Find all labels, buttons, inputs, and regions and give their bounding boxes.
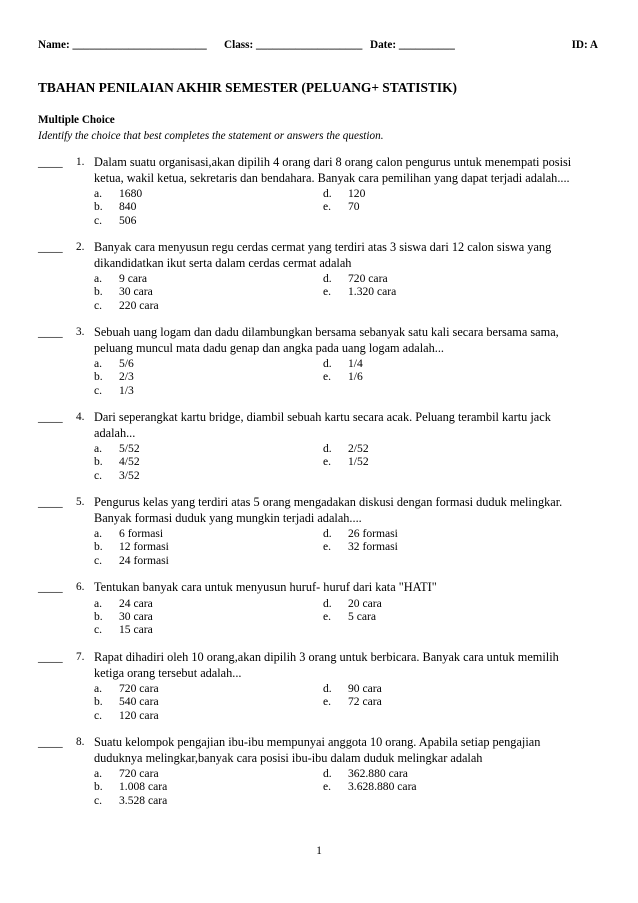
question-text-line: peluang muncul mata dadu genap dan angka pada uang logam adalah... bbox=[94, 340, 444, 355]
question-text-line: Dalam suatu organisasi,akan dipilih 4 orang dari 8 orang calon pengurus untuk menempati posisi bbox=[94, 155, 572, 169]
option-letter: a. bbox=[94, 527, 103, 541]
option-letter: c. bbox=[94, 383, 103, 397]
option-letter: d. bbox=[323, 596, 332, 610]
option-text: 840 bbox=[119, 200, 137, 214]
question-text-line: dikandidatkan ikut serta dalam cerdas cermat adalah bbox=[94, 255, 352, 270]
question-number: 4. bbox=[76, 411, 85, 423]
option-text: 362.880 cara bbox=[348, 767, 408, 781]
question-number: 8. bbox=[76, 736, 85, 748]
question-number: 7. bbox=[76, 651, 85, 663]
option-text: 120 bbox=[348, 187, 366, 201]
option-letter: e. bbox=[323, 285, 332, 299]
option-text: 3/52 bbox=[119, 468, 140, 482]
question-text-line: duduknya melingkar,banyak cara posisi ibu-ibu dalam duduk melingkar adalah bbox=[94, 750, 483, 765]
question-text-line: Banyak formasi duduk yang mungkin terjadi adalah.... bbox=[94, 510, 362, 525]
option-text: 1.320 cara bbox=[348, 285, 397, 299]
option-text: 720 cara bbox=[119, 767, 159, 781]
option-text: 1/6 bbox=[348, 370, 363, 384]
option-letter: b. bbox=[94, 695, 103, 709]
answer-blank: ____ bbox=[38, 410, 63, 424]
question-number: 3. bbox=[76, 326, 85, 338]
page-header bbox=[38, 39, 600, 55]
option-text: 3.628.880 cara bbox=[348, 780, 417, 794]
question-number: 6. bbox=[76, 581, 85, 593]
question-text-line: ketiga orang tersebut adalah... bbox=[94, 665, 242, 680]
option-text: 720 cara bbox=[119, 682, 159, 696]
option-text: 30 cara bbox=[119, 285, 153, 299]
answer-blank: ____ bbox=[38, 495, 63, 509]
option-letter: b. bbox=[94, 200, 103, 214]
option-letter: e. bbox=[323, 695, 332, 709]
option-text: 15 cara bbox=[119, 623, 153, 636]
answer-blank: ____ bbox=[38, 325, 63, 339]
option-letter: d. bbox=[323, 527, 332, 541]
question-text-line: Rapat dihadiri oleh 10 orang,akan dipilih 3 orang untuk berbicara. Banyak cara untuk memilih bbox=[94, 650, 559, 664]
answer-blank: ____ bbox=[38, 155, 63, 169]
option-letter: c. bbox=[94, 298, 103, 312]
option-text: 540 cara bbox=[119, 695, 159, 709]
option-text: 1/52 bbox=[348, 455, 369, 469]
option-letter: e. bbox=[323, 780, 332, 794]
question-text-line: Banyak cara menyusun regu cerdas cermat yang terdiri atas 3 siswa dari 12 calon siswa yang bbox=[94, 240, 552, 254]
question-text-line: adalah... bbox=[94, 425, 136, 440]
section-instructions: Identify the choice that best completes the statement or answers the question. bbox=[38, 130, 384, 142]
option-letter: c. bbox=[94, 553, 103, 567]
option-letter: e. bbox=[323, 609, 332, 623]
question-text-line: Dari seperangkat kartu bridge, diambil sebuah kartu secara acak. Peluang terambil kartu jack bbox=[94, 410, 551, 424]
question-text-line: Suatu kelompok pengajian ibu-ibu mempunyai anggota 10 orang. Apabila setiap pengajian bbox=[94, 735, 541, 749]
page-title: TBAHAN PENILAIAN AKHIR SEMESTER (PELUANG+ STATISTIK) bbox=[38, 80, 457, 95]
option-letter: a. bbox=[94, 442, 103, 456]
page-number: 1 bbox=[316, 845, 322, 857]
option-text: 506 bbox=[119, 213, 137, 227]
option-text: 1680 bbox=[119, 187, 143, 201]
answer-blank: ____ bbox=[38, 650, 63, 664]
answer-blank: ____ bbox=[38, 580, 63, 594]
option-text: 3.528 cara bbox=[119, 793, 168, 807]
option-text: 5 cara bbox=[348, 609, 376, 623]
option-letter: d. bbox=[323, 442, 332, 456]
option-text: 5/6 bbox=[119, 357, 134, 371]
name-field: Name: ________________________ bbox=[38, 39, 207, 51]
option-text: 24 cara bbox=[119, 596, 153, 610]
option-letter: d. bbox=[323, 767, 332, 781]
option-letter: b. bbox=[94, 285, 103, 299]
option-text: 26 formasi bbox=[348, 527, 398, 541]
option-text: 2/52 bbox=[348, 442, 369, 456]
date-field: Date: __________ bbox=[370, 39, 455, 51]
option-text: 1/3 bbox=[119, 383, 134, 397]
option-letter: b. bbox=[94, 609, 103, 623]
option-letter: a. bbox=[94, 767, 103, 781]
question-number: 2. bbox=[76, 241, 85, 253]
option-text: 1/4 bbox=[348, 357, 363, 371]
option-letter: b. bbox=[94, 455, 103, 469]
option-letter: a. bbox=[94, 596, 103, 610]
option-text: 4/52 bbox=[119, 455, 140, 469]
class-field: Class: ___________________ bbox=[224, 39, 363, 51]
option-letter: a. bbox=[94, 272, 103, 286]
question-text-line: Tentukan banyak cara untuk menyusun huruf- huruf dari kata "HATI" bbox=[94, 580, 437, 594]
option-text: 90 cara bbox=[348, 682, 382, 696]
question-text-line: Pengurus kelas yang terdiri atas 5 orang mengadakan diskusi dengan formasi duduk melingkar. bbox=[94, 495, 563, 509]
option-text: 12 formasi bbox=[119, 540, 169, 554]
option-text: 120 cara bbox=[119, 708, 159, 722]
option-text: 220 cara bbox=[119, 298, 159, 312]
question-number: 1. bbox=[76, 156, 85, 168]
option-letter: d. bbox=[323, 187, 332, 201]
answer-blank: ____ bbox=[38, 735, 63, 749]
option-text: 9 cara bbox=[119, 272, 147, 286]
answer-blank: ____ bbox=[38, 240, 63, 254]
option-text: 5/52 bbox=[119, 442, 140, 456]
option-text: 72 cara bbox=[348, 695, 382, 709]
option-text: 32 formasi bbox=[348, 540, 398, 554]
option-letter: b. bbox=[94, 540, 103, 554]
option-letter: d. bbox=[323, 357, 332, 371]
option-letter: b. bbox=[94, 370, 103, 384]
question-number: 5. bbox=[76, 496, 85, 508]
option-text: 20 cara bbox=[348, 596, 382, 610]
option-letter: d. bbox=[323, 682, 332, 696]
option-text: 1.008 cara bbox=[119, 780, 168, 794]
option-text: 2/3 bbox=[119, 370, 134, 384]
option-letter: a. bbox=[94, 357, 103, 371]
question-text-line: ketua, wakil ketua, sekretaris dan bendahara. Banyak cara pemilihan yang dapat terjadi adalah.... bbox=[94, 170, 570, 185]
option-letter: c. bbox=[94, 708, 103, 722]
option-letter: a. bbox=[94, 682, 103, 696]
option-text: 720 cara bbox=[348, 272, 388, 286]
option-letter: c. bbox=[94, 213, 103, 227]
option-text: 70 bbox=[348, 200, 360, 214]
option-letter: e. bbox=[323, 200, 332, 214]
option-letter: e. bbox=[323, 540, 332, 554]
option-letter: a. bbox=[94, 187, 103, 201]
question-text-line: Sebuah uang logam dan dadu dilambungkan bersama sebanyak satu kali secara bersama sama, bbox=[94, 325, 559, 339]
option-letter: e. bbox=[323, 370, 332, 384]
section-title: Multiple Choice bbox=[38, 114, 115, 126]
option-letter: c. bbox=[94, 793, 103, 807]
option-text: 24 formasi bbox=[119, 553, 169, 567]
option-letter: c. bbox=[94, 623, 103, 636]
option-letter: e. bbox=[323, 455, 332, 469]
id-label: ID: A bbox=[571, 39, 598, 51]
option-text: 30 cara bbox=[119, 609, 153, 623]
option-letter: c. bbox=[94, 468, 103, 482]
option-text: 6 formasi bbox=[119, 527, 164, 541]
option-letter: d. bbox=[323, 272, 332, 286]
option-letter: b. bbox=[94, 780, 103, 794]
